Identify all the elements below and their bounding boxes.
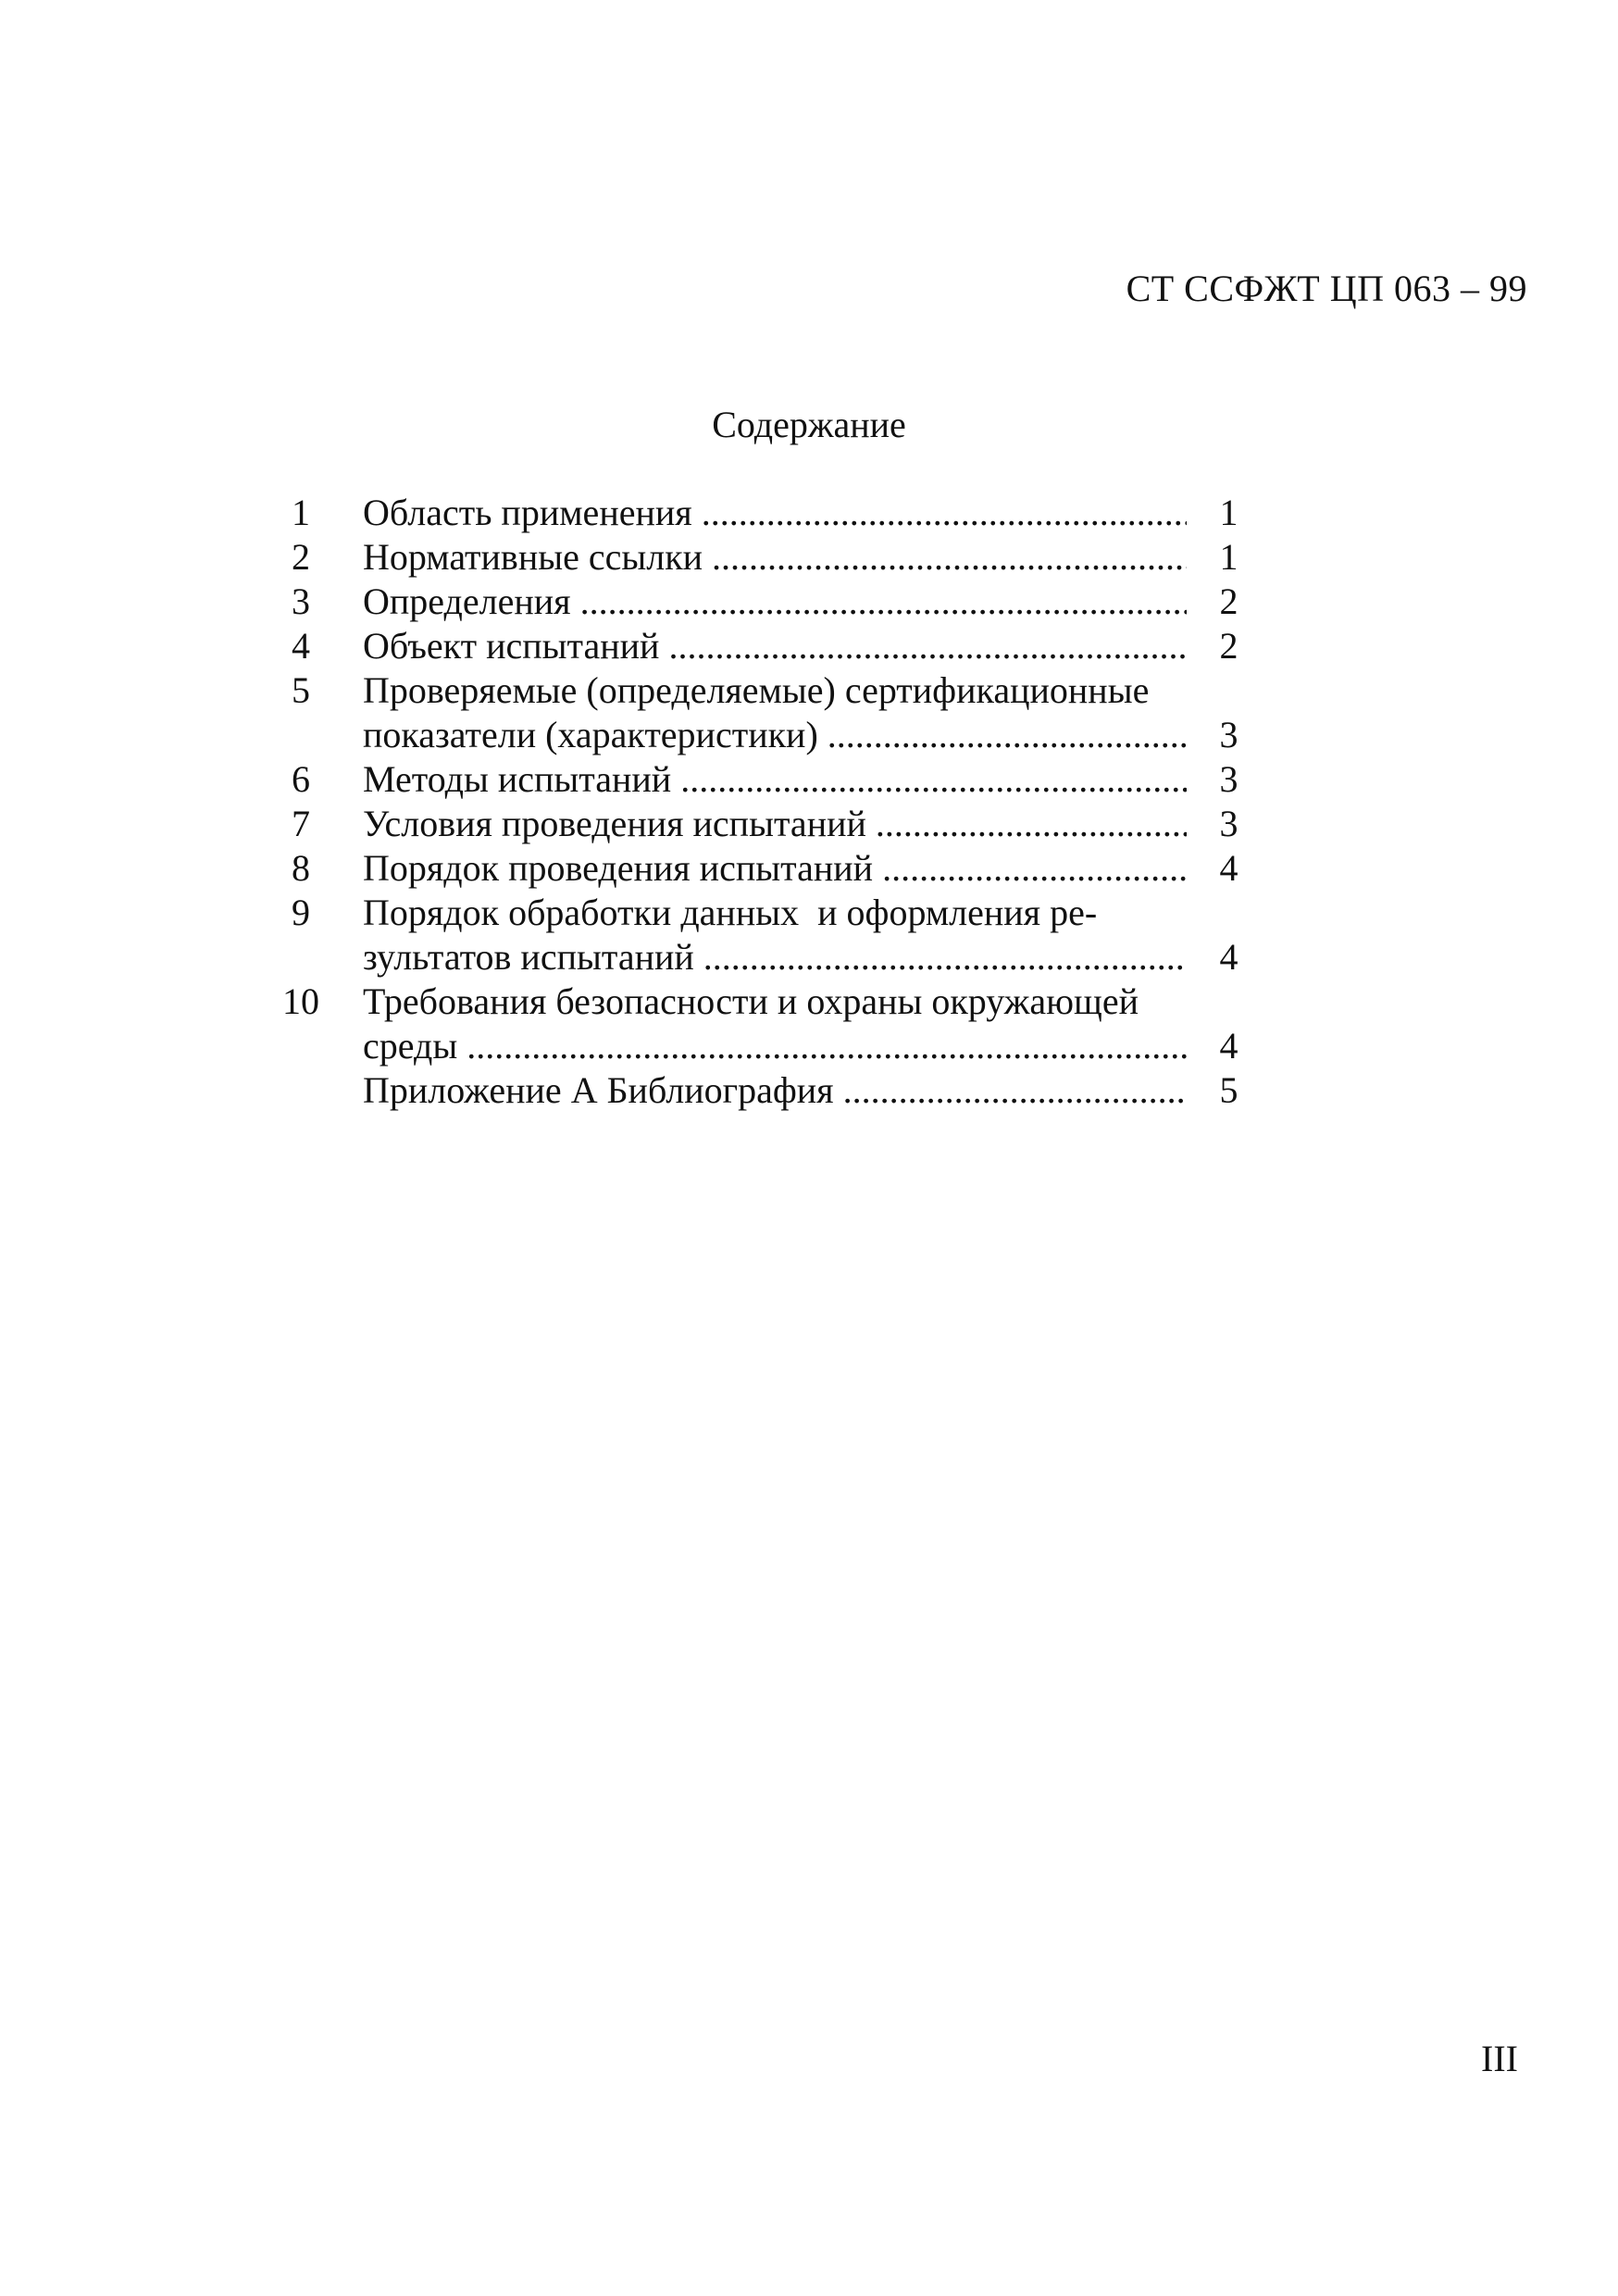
toc-entry-continuation [259,713,1259,757]
toc-entry-appendix [259,1068,1259,1113]
toc-entry-continuation [259,1024,1259,1068]
document-code: СТ ССФЖТ ЦП 063 – 99 [1126,268,1527,309]
toc-entry-page: 2 [1219,625,1238,667]
toc-entry [259,757,1259,802]
toc-entry-title: Нормативные ссылки ..... [363,535,1187,580]
toc-entry-number: 10 [282,980,319,1022]
toc-entry-page: 3 [1219,758,1238,800]
toc-entry-title: Область применения ..... [363,491,1187,535]
toc-entry-continuation [259,935,1259,980]
toc-entry [259,846,1259,891]
toc-entry-number: 5 [292,669,310,711]
toc-entry-number: 9 [292,892,310,933]
toc-entry-title: Приложение А Библиография ..... [363,1068,1187,1113]
toc-entry-page: 1 [1219,536,1238,578]
toc-entry-number: 4 [292,625,310,667]
toc-entry-number: 6 [292,758,310,800]
page-number: III [1481,2038,1518,2079]
toc-entry-page: 4 [1219,1025,1238,1067]
toc-entry [259,580,1259,624]
toc-entry-title-continued: среды ..... [363,1024,1187,1068]
toc-entry-title: Условия проведения испытаний ..... [363,802,1187,846]
toc-entry-title-continued: показатели (характеристики) ..... [363,713,1187,757]
toc-entry-title: Порядок обработки данных и оформления ре- [363,892,1098,933]
toc-entry [259,624,1259,668]
toc-title: Содержание [712,404,906,445]
toc-entry-page: 4 [1219,936,1238,978]
toc-entry [259,491,1259,535]
toc-entry-page: 1 [1219,492,1238,533]
toc-entry-number: 2 [292,536,310,578]
toc-entry-number: 8 [292,847,310,889]
table-of-contents [259,491,1259,1113]
toc-entry-title: Определения ..... [363,580,1187,624]
toc-entry-page: 5 [1219,1069,1238,1111]
toc-entry-title: Порядок проведения испытаний ..... [363,846,1187,891]
toc-entry-page: 2 [1219,580,1238,622]
toc-entry-number: 7 [292,803,310,844]
toc-entry [259,802,1259,846]
toc-entry-title: Проверяемые (определяемые) сертификационные [363,669,1150,711]
toc-entry-title: Объект испытаний ..... [363,624,1187,668]
toc-entry [259,535,1259,580]
toc-entry-title: Методы испытаний ..... [363,757,1187,802]
toc-entry-title-continued: зультатов испытаний ..... [363,935,1187,980]
toc-entry-page: 3 [1219,714,1238,755]
toc-entry-page: 4 [1219,847,1238,889]
toc-entry [259,980,1259,1024]
toc-entry-number: 1 [292,492,310,533]
toc-entry-page: 3 [1219,803,1238,844]
toc-entry-number: 3 [292,580,310,622]
toc-entry-title: Требования безопасности и охраны окружающей [363,980,1139,1022]
toc-entry [259,668,1259,713]
toc-entry [259,891,1259,935]
